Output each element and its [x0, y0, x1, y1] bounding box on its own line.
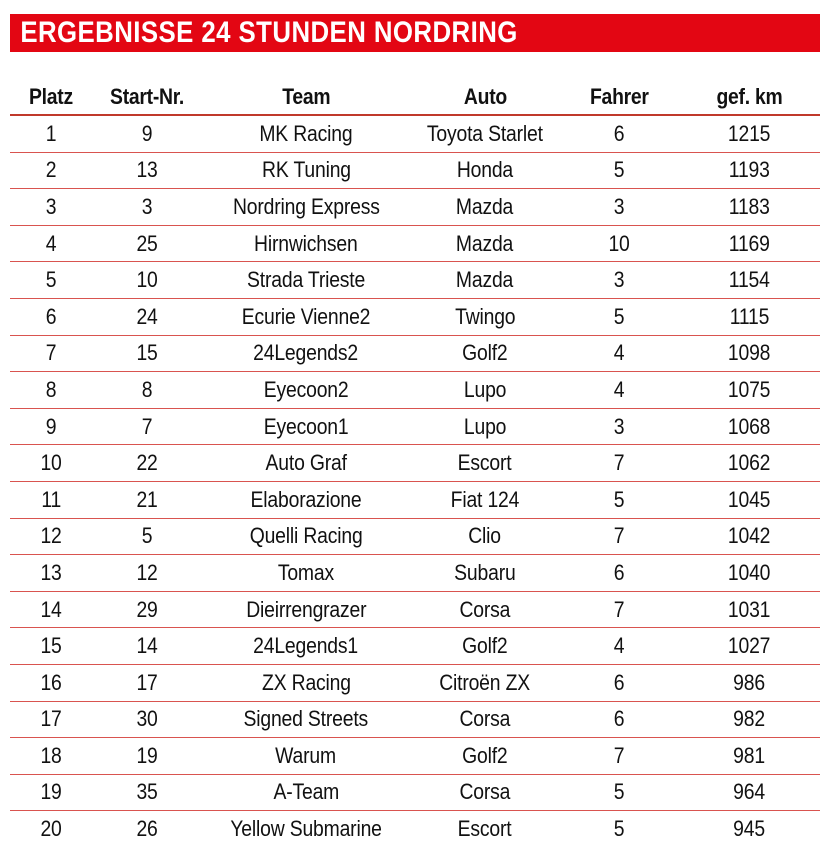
cell-team-value: ZX Racing [261, 669, 351, 695]
cell-fahrer [560, 555, 678, 592]
cell-start-nr-value: 15 [136, 340, 158, 366]
cell-auto [410, 774, 560, 811]
cell-auto-value: Corsa [459, 779, 511, 805]
cell-team-value: Warum [275, 742, 337, 768]
cell-platz [10, 811, 92, 847]
header-auto [410, 80, 560, 115]
cell-km-value: 1031 [727, 596, 771, 622]
cell-fahrer [560, 811, 678, 847]
cell-km-value: 1154 [728, 267, 770, 293]
cell-auto [410, 189, 560, 226]
cell-platz [10, 152, 92, 189]
cell-auto [410, 115, 560, 152]
cell-auto-value: Mazda [456, 193, 514, 219]
cell-fahrer-value: 3 [613, 413, 625, 439]
cell-auto [410, 152, 560, 189]
table-row [10, 115, 820, 152]
cell-platz-value: 9 [45, 413, 57, 439]
cell-auto [410, 555, 560, 592]
cell-start-nr [92, 555, 202, 592]
cell-fahrer-value: 5 [613, 157, 625, 183]
cell-km [678, 225, 820, 262]
cell-platz-value: 6 [45, 303, 57, 329]
cell-start-nr [92, 335, 202, 372]
cell-start-nr [92, 189, 202, 226]
cell-fahrer [560, 408, 678, 445]
cell-platz [10, 774, 92, 811]
cell-fahrer [560, 774, 678, 811]
cell-km-value: 1115 [729, 303, 769, 329]
cell-fahrer [560, 262, 678, 299]
cell-team-value: 24Legends1 [253, 633, 359, 659]
cell-team [202, 189, 410, 226]
cell-platz-value: 12 [40, 523, 62, 549]
cell-auto-value: Lupo [463, 413, 507, 439]
cell-platz-value: 15 [40, 633, 62, 659]
table-row [10, 555, 820, 592]
table-row [10, 225, 820, 262]
cell-platz [10, 664, 92, 701]
cell-km [678, 811, 820, 847]
cell-start-nr [92, 262, 202, 299]
cell-auto-value: Mazda [456, 230, 514, 256]
cell-team [202, 115, 410, 152]
cell-team-value: Dieirrengrazer [245, 596, 367, 622]
cell-start-nr [92, 701, 202, 738]
cell-start-nr [92, 372, 202, 409]
cell-team [202, 811, 410, 847]
header-platz-label: Platz [29, 84, 73, 109]
cell-fahrer-value: 7 [613, 742, 625, 768]
cell-platz [10, 701, 92, 738]
cell-fahrer [560, 189, 678, 226]
cell-auto-value: Twingo [454, 303, 516, 329]
cell-start-nr-value: 3 [141, 193, 153, 219]
cell-km-value: 1183 [728, 193, 770, 219]
cell-team-value: Tomax [277, 559, 335, 585]
cell-fahrer [560, 445, 678, 482]
table-row [10, 445, 820, 482]
cell-auto [410, 408, 560, 445]
cell-start-nr [92, 664, 202, 701]
header-auto-label: Auto [463, 84, 507, 109]
cell-platz-value: 4 [45, 230, 57, 256]
cell-auto-value: Corsa [459, 706, 511, 732]
cell-platz-value: 17 [40, 706, 62, 732]
cell-start-nr-value: 21 [136, 486, 158, 512]
cell-km-value: 1045 [727, 486, 771, 512]
cell-km-value: 1193 [728, 157, 770, 183]
cell-start-nr-value: 24 [136, 303, 158, 329]
table-row [10, 152, 820, 189]
table-row [10, 262, 820, 299]
header-fahrer-label: Fahrer [589, 84, 649, 109]
cell-start-nr [92, 518, 202, 555]
cell-fahrer [560, 335, 678, 372]
cell-auto [410, 298, 560, 335]
cell-team [202, 628, 410, 665]
cell-start-nr-value: 5 [141, 523, 153, 549]
cell-team-value: Eyecoon2 [263, 376, 349, 402]
cell-km [678, 628, 820, 665]
cell-start-nr [92, 628, 202, 665]
page-title: ERGEBNISSE 24 STUNDEN NORDRING [20, 16, 518, 49]
cell-auto [410, 445, 560, 482]
cell-fahrer-value: 10 [608, 230, 630, 256]
cell-km-value: 1027 [727, 633, 771, 659]
cell-fahrer-value: 7 [613, 596, 625, 622]
cell-km [678, 115, 820, 152]
cell-km [678, 774, 820, 811]
cell-km-value: 1042 [727, 523, 771, 549]
cell-km [678, 372, 820, 409]
cell-fahrer-value: 6 [613, 559, 625, 585]
results-table [10, 80, 820, 847]
cell-platz-value: 1 [45, 120, 57, 146]
cell-start-nr-value: 14 [136, 633, 158, 659]
cell-fahrer-value: 5 [613, 486, 625, 512]
cell-platz [10, 628, 92, 665]
cell-start-nr [92, 298, 202, 335]
cell-platz-value: 8 [45, 376, 57, 402]
header-team-label: Team [281, 84, 331, 109]
cell-platz [10, 555, 92, 592]
table-row [10, 591, 820, 628]
cell-fahrer-value: 3 [613, 193, 625, 219]
cell-fahrer [560, 372, 678, 409]
cell-team [202, 152, 410, 189]
table-row [10, 298, 820, 335]
cell-platz-value: 11 [41, 486, 61, 512]
cell-start-nr-value: 12 [136, 559, 158, 585]
cell-team [202, 372, 410, 409]
cell-platz [10, 189, 92, 226]
cell-km-value: 1098 [727, 340, 771, 366]
cell-start-nr [92, 225, 202, 262]
cell-platz [10, 115, 92, 152]
cell-start-nr [92, 481, 202, 518]
cell-start-nr-value: 26 [136, 816, 158, 842]
cell-km [678, 591, 820, 628]
cell-start-nr-value: 29 [136, 596, 158, 622]
cell-km-value: 981 [733, 742, 765, 768]
cell-platz [10, 262, 92, 299]
cell-auto [410, 664, 560, 701]
table-row [10, 628, 820, 665]
cell-auto [410, 225, 560, 262]
cell-fahrer [560, 591, 678, 628]
cell-platz [10, 335, 92, 372]
cell-auto [410, 628, 560, 665]
cell-platz-value: 7 [45, 340, 57, 366]
cell-km [678, 262, 820, 299]
cell-km [678, 298, 820, 335]
cell-auto [410, 262, 560, 299]
cell-fahrer-value: 7 [613, 523, 625, 549]
cell-auto-value: Corsa [459, 596, 511, 622]
header-km [678, 80, 820, 115]
cell-team-value: Nordring Express [232, 193, 380, 219]
cell-fahrer [560, 481, 678, 518]
cell-fahrer-value: 4 [613, 376, 625, 402]
cell-team [202, 555, 410, 592]
cell-km-value: 1075 [727, 376, 771, 402]
header-platz [10, 80, 92, 115]
cell-auto-value: Golf2 [462, 340, 508, 366]
cell-fahrer [560, 518, 678, 555]
header-row [10, 80, 820, 115]
cell-start-nr-value: 10 [136, 267, 158, 293]
cell-km-value: 982 [733, 706, 765, 732]
cell-team-value: Ecurie Vienne2 [241, 303, 371, 329]
cell-fahrer-value: 3 [613, 267, 625, 293]
cell-auto-value: Escort [458, 816, 512, 842]
title-bar [10, 14, 820, 52]
cell-fahrer [560, 664, 678, 701]
header-start-nr [92, 80, 202, 115]
cell-platz [10, 481, 92, 518]
cell-start-nr [92, 811, 202, 847]
cell-fahrer [560, 225, 678, 262]
cell-auto [410, 518, 560, 555]
cell-team-value: MK Racing [259, 120, 353, 146]
table-row [10, 408, 820, 445]
cell-auto-value: Fiat 124 [450, 486, 520, 512]
cell-team-value: A-Team [273, 779, 339, 805]
cell-fahrer-value: 5 [613, 779, 625, 805]
cell-auto-value: Clio [468, 523, 502, 549]
cell-team-value: Auto Graf [265, 450, 347, 476]
cell-fahrer-value: 5 [613, 816, 625, 842]
cell-auto-value: Golf2 [462, 633, 508, 659]
cell-km-value: 945 [733, 816, 765, 842]
cell-team [202, 445, 410, 482]
cell-auto [410, 701, 560, 738]
cell-start-nr-value: 7 [141, 413, 153, 439]
cell-platz-value: 14 [40, 596, 62, 622]
cell-km-value: 1169 [728, 230, 770, 256]
cell-auto [410, 811, 560, 847]
table-row [10, 481, 820, 518]
cell-team [202, 518, 410, 555]
cell-start-nr-value: 17 [136, 669, 158, 695]
table-row [10, 518, 820, 555]
cell-team-value: Elaborazione [250, 486, 362, 512]
cell-fahrer-value: 6 [613, 706, 625, 732]
header-start-nr-label: Start-Nr. [109, 84, 185, 109]
cell-platz [10, 408, 92, 445]
cell-auto-value: Honda [456, 157, 514, 183]
cell-platz [10, 372, 92, 409]
cell-team [202, 591, 410, 628]
cell-team-value: Quelli Racing [249, 523, 363, 549]
cell-team [202, 298, 410, 335]
cell-auto [410, 481, 560, 518]
cell-km [678, 189, 820, 226]
cell-team-value: Signed Streets [243, 706, 369, 732]
table-header [10, 80, 820, 115]
cell-platz-value: 18 [40, 742, 62, 768]
cell-fahrer-value: 4 [613, 633, 625, 659]
cell-platz-value: 20 [40, 816, 62, 842]
cell-platz [10, 445, 92, 482]
cell-km [678, 408, 820, 445]
cell-fahrer [560, 628, 678, 665]
cell-team [202, 774, 410, 811]
cell-km [678, 664, 820, 701]
cell-auto-value: Lupo [463, 376, 507, 402]
cell-platz-value: 19 [40, 779, 62, 805]
cell-start-nr-value: 25 [136, 230, 158, 256]
cell-start-nr-value: 30 [136, 706, 158, 732]
cell-auto [410, 738, 560, 775]
cell-start-nr-value: 19 [136, 742, 158, 768]
cell-fahrer-value: 6 [613, 669, 625, 695]
cell-auto-value: Citroën ZX [439, 669, 531, 695]
cell-platz-value: 3 [45, 193, 57, 219]
cell-platz-value: 5 [45, 267, 57, 293]
cell-km-value: 1215 [727, 120, 771, 146]
cell-auto [410, 591, 560, 628]
cell-auto-value: Golf2 [462, 742, 508, 768]
cell-fahrer [560, 115, 678, 152]
cell-auto-value: Mazda [456, 267, 514, 293]
cell-auto [410, 372, 560, 409]
cell-km [678, 445, 820, 482]
cell-fahrer-value: 6 [613, 120, 625, 146]
cell-km [678, 481, 820, 518]
cell-km-value: 964 [733, 779, 765, 805]
cell-fahrer [560, 701, 678, 738]
table-body [10, 115, 820, 847]
header-team [202, 80, 410, 115]
table-row [10, 701, 820, 738]
cell-auto-value: Subaru [454, 559, 516, 585]
cell-fahrer-value: 7 [613, 450, 625, 476]
cell-km [678, 518, 820, 555]
cell-team-value: 24Legends2 [253, 340, 359, 366]
table-row [10, 189, 820, 226]
cell-start-nr [92, 445, 202, 482]
cell-start-nr-value: 8 [141, 376, 153, 402]
cell-platz-value: 13 [40, 559, 62, 585]
table-row [10, 811, 820, 847]
cell-km [678, 738, 820, 775]
table-row [10, 774, 820, 811]
cell-start-nr [92, 774, 202, 811]
cell-auto-value: Escort [458, 450, 512, 476]
cell-fahrer [560, 738, 678, 775]
cell-team-value: RK Tuning [261, 157, 351, 183]
cell-platz [10, 518, 92, 555]
cell-km-value: 986 [733, 669, 765, 695]
table-row [10, 664, 820, 701]
cell-team [202, 738, 410, 775]
cell-start-nr-value: 22 [136, 450, 158, 476]
cell-start-nr-value: 35 [136, 779, 158, 805]
cell-team-value: Hirnwichsen [254, 230, 358, 256]
cell-team [202, 701, 410, 738]
cell-platz [10, 738, 92, 775]
cell-km-value: 1068 [727, 413, 771, 439]
cell-start-nr [92, 152, 202, 189]
cell-team [202, 664, 410, 701]
cell-team [202, 225, 410, 262]
cell-platz [10, 298, 92, 335]
cell-fahrer-value: 5 [613, 303, 625, 329]
cell-fahrer [560, 152, 678, 189]
cell-team [202, 408, 410, 445]
cell-start-nr [92, 738, 202, 775]
cell-start-nr [92, 408, 202, 445]
cell-team-value: Strada Trieste [246, 267, 366, 293]
cell-km [678, 335, 820, 372]
cell-km [678, 152, 820, 189]
cell-auto [410, 335, 560, 372]
cell-team [202, 335, 410, 372]
cell-km-value: 1062 [727, 450, 771, 476]
cell-km [678, 555, 820, 592]
header-km-label: gef. km [716, 84, 782, 109]
cell-start-nr [92, 115, 202, 152]
cell-platz-value: 2 [45, 157, 57, 183]
cell-platz-value: 16 [40, 669, 62, 695]
cell-platz [10, 591, 92, 628]
table-row [10, 335, 820, 372]
cell-team [202, 262, 410, 299]
cell-platz-value: 10 [40, 450, 62, 476]
cell-team-value: Yellow Submarine [230, 816, 382, 842]
cell-auto-value: Toyota Starlet [427, 120, 543, 146]
cell-team-value: Eyecoon1 [263, 413, 349, 439]
table-row [10, 372, 820, 409]
table-row [10, 738, 820, 775]
cell-start-nr-value: 9 [141, 120, 153, 146]
cell-km [678, 701, 820, 738]
cell-start-nr [92, 591, 202, 628]
cell-fahrer [560, 298, 678, 335]
cell-start-nr-value: 13 [136, 157, 158, 183]
cell-platz [10, 225, 92, 262]
cell-km-value: 1040 [727, 559, 771, 585]
cell-team [202, 481, 410, 518]
cell-fahrer-value: 4 [613, 340, 625, 366]
header-fahrer [560, 80, 678, 115]
